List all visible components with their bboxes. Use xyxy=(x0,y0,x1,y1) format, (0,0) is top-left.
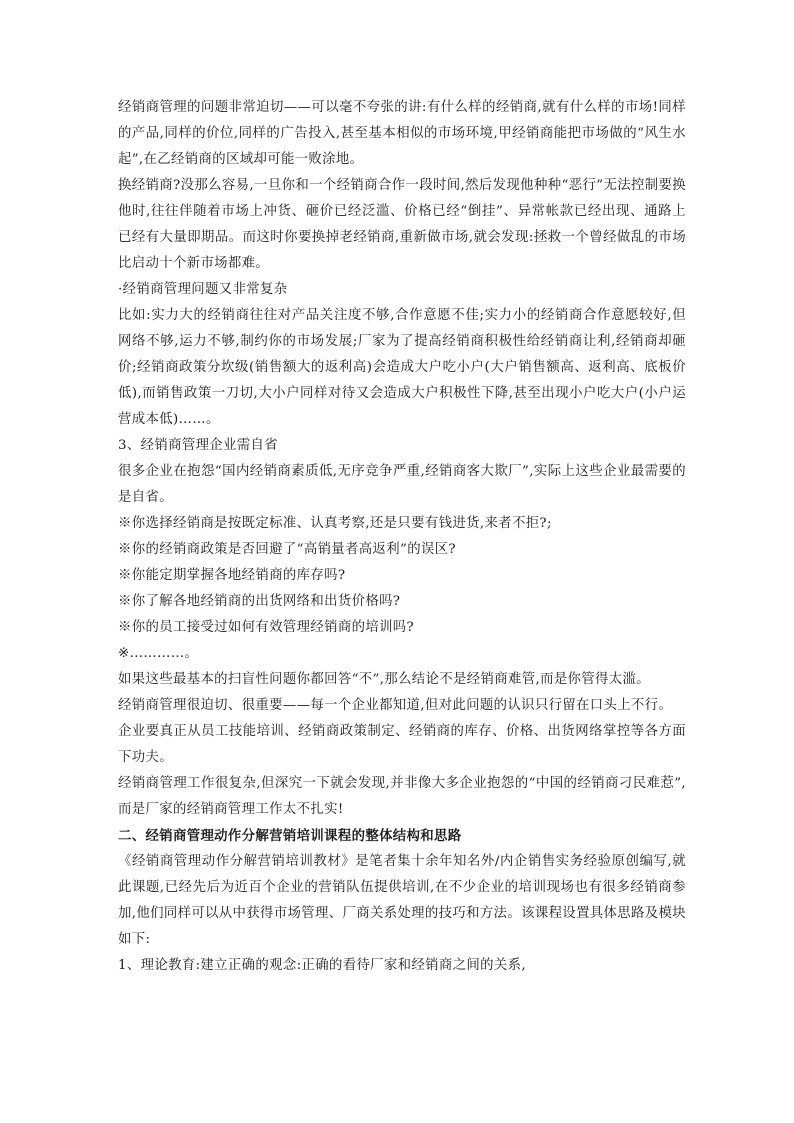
paragraph: ※你能定期掌握各地经销商的库存吗? xyxy=(118,568,346,583)
document-body xyxy=(118,95,686,979)
paragraph: 经销商管理的问题非常迫切——可以毫不夸张的讲:有什么样的经销商,就有什么样的市场!同样的产品,同样的价位,同样的广告投入,甚至基本相似的市场环境,甲经销商能把市场做的“风生水起”,在乙经销商的区域却可能一败涂地。 xyxy=(118,100,686,167)
paragraph: 如果这些最基本的扫盲性问题你都回答“不”,那么结论不是经销商难管,而是你管得太滥。 xyxy=(118,672,651,687)
section-heading: 二、经销商管理动作分解营销培训课程的整体结构和思路 xyxy=(118,828,462,844)
paragraph: ※…………。 xyxy=(118,646,199,661)
paragraph: 经销商管理工作很复杂,但深究一下就会发现,并非像大多企业抱怨的“中国的经销商刁民难惹”,而是厂家的经销商管理工作太不扎实! xyxy=(118,776,686,817)
paragraph: ※你的经销商政策是否回避了“高销量者高返利”的误区? xyxy=(118,542,456,557)
paragraph: 经销商管理很迫切、很重要——每一个企业都知道,但对此问题的认识只行留在口头上不行。 xyxy=(118,698,673,713)
paragraph: 比如:实力大的经销商往往对产品关注度不够,合作意愿不佳;实力小的经销商合作意愿较好,但网络不够,运力不够,制约你的市场发展;厂家为了提高经销商积极性给经销商让利,经销商却砸价;经销商政策分坎级(销售额大的返利高)会造成大户吃小户(大户销售额高、返利高、底板价低),而销售政策一刀切,大小户同样对待又会造成大户积极性下降,甚至出现小户吃大户(小户运营成本低)……。 xyxy=(118,308,686,427)
paragraph: ※你的员工接受过如何有效管理经销商的培训吗? xyxy=(118,620,415,635)
paragraph: 3、经销商管理企业需自省 xyxy=(118,438,279,453)
paragraph: 《经销商管理动作分解营销培训教材》是笔者集十余年知名外/内企销售实务经验原创编写,就此课题,已经先后为近百个企业的营销队伍提供培训,在不少企业的培训现场也有很多经销商参加,他们同样可以从中获得市场管理、厂商关系处理的技巧和方法。该课程设置具体思路及模块如下: xyxy=(118,854,686,947)
paragraph: ·经销商管理问题又非常复杂 xyxy=(118,282,288,297)
paragraph: ※你选择经销商是按既定标准、认真考察,还是只要有钱进货,来者不拒?; xyxy=(118,516,552,531)
paragraph: 1、理论教育:建立正确的观念:正确的看待厂家和经销商之间的关系, xyxy=(118,958,526,973)
paragraph: 很多企业在抱怨“国内经销商素质低,无序竞争严重,经销商客大欺厂”,实际上这些企业最需要的是自省。 xyxy=(118,464,686,505)
paragraph: 企业要真正从员工技能培训、经销商政策制定、经销商的库存、价格、出货网络掌控等各方面下功夫。 xyxy=(118,724,686,765)
paragraph: ※你了解各地经销商的出货网络和出货价格吗? xyxy=(118,594,401,609)
paragraph: 换经销商?没那么容易,一旦你和一个经销商合作一段时间,然后发现他种种“恶行”无法控制要换他时,往往伴随着市场上冲货、砸价已经泛滥、价格已经“倒挂”、异常帐款已经出现、通路上已经有大量即期品。而这时你要换掉老经销商,重新做市场,就会发现:拯救一个曾经做乱的市场比启动十个新市场都难。 xyxy=(118,178,686,271)
